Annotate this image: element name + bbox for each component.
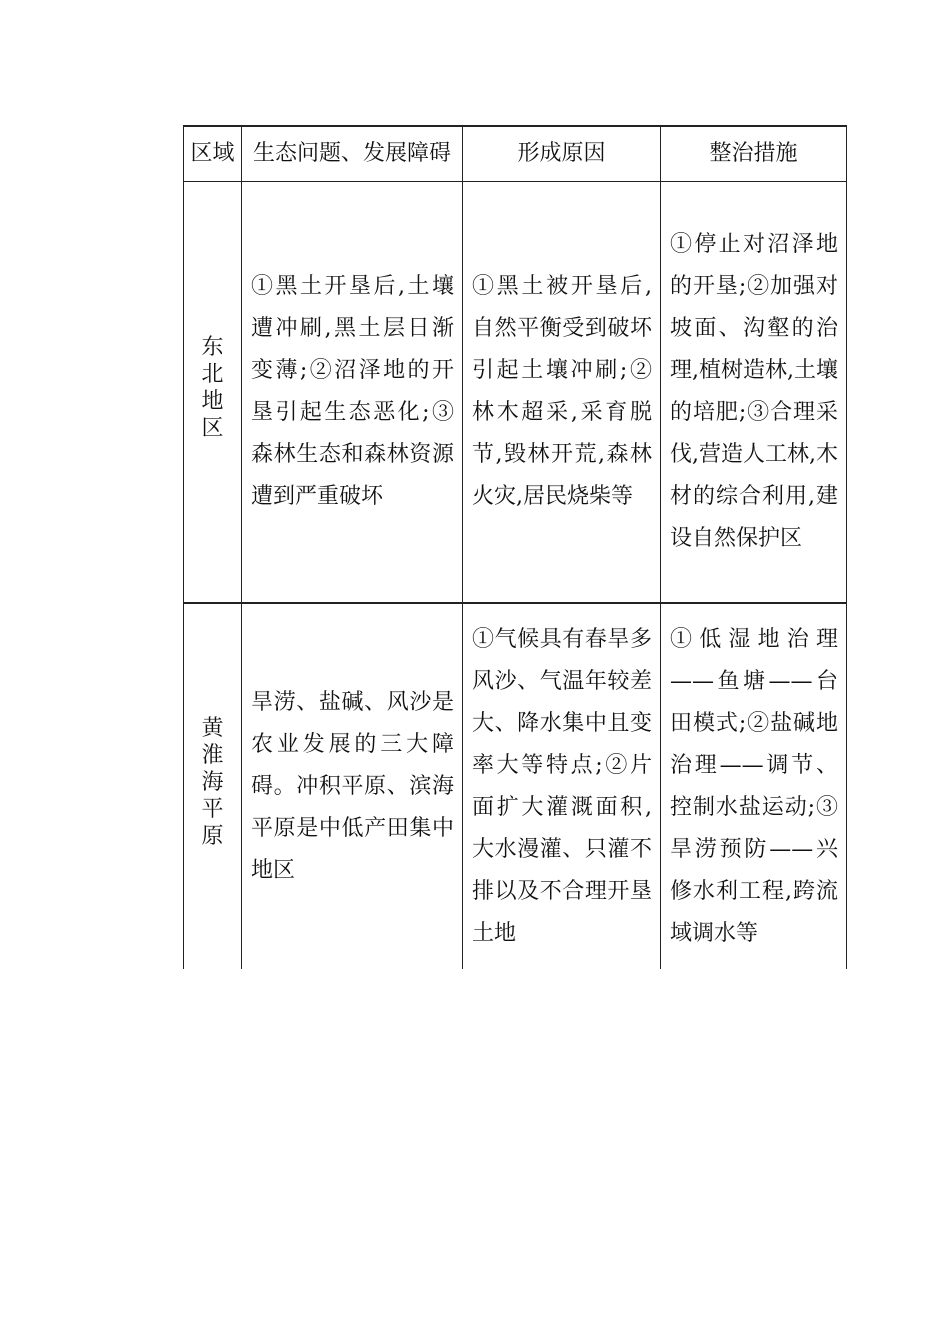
problem-text: 旱涝、盐碱、风沙是农业发展的三大障碍。冲积平原、滨海平原是中低产田集中地区 xyxy=(251,689,454,883)
problem-text: ①黑土开垦后,土壤遭冲刷,黑土层日渐变薄;②沼泽地的开垦引起生态恶化;③森林生态和森林资源遭到严重破坏 xyxy=(251,274,454,509)
problem-cell xyxy=(242,603,463,969)
header-problem: 生态问题、发展障碍 xyxy=(242,126,463,182)
table-row xyxy=(184,603,847,969)
region-table-part-2 xyxy=(183,602,847,969)
cause-cell xyxy=(463,603,661,969)
header-row xyxy=(184,126,847,182)
cause-cell xyxy=(463,182,661,603)
header-cause: 形成原因 xyxy=(463,126,661,182)
measure-cell xyxy=(661,182,847,603)
table-row xyxy=(184,182,847,603)
measure-text: ①低湿地治理——鱼塘——台田模式;②盐碱地治理——调节、控制水盐运动;③旱涝预防——兴修水利工程,跨流域调水等 xyxy=(670,626,838,946)
measure-cell xyxy=(661,603,847,969)
header-region: 区域 xyxy=(184,126,242,182)
measure-text: ①停止对沼泽地的开垦;②加强对坡面、沟壑的治理,植树造林,土壤的培肥;③合理采伐,营造人工林,木材的综合利用,建设自然保护区 xyxy=(670,232,838,551)
region-name: 黄淮海平原 xyxy=(201,716,224,849)
cause-text: ①黑土被开垦后,自然平衡受到破坏引起土壤冲刷;②林木超采,采育脱节,毁林开荒,森林火灾,居民烧柴等 xyxy=(472,274,652,509)
region-table-part-1 xyxy=(183,125,847,603)
cause-text: ①气候具有春旱多风沙、气温年较差大、降水集中且变率大等特点;②片面扩大灌溉面积,大水漫灌、只灌不排以及不合理开垦土地 xyxy=(472,626,652,946)
problem-cell xyxy=(242,182,463,603)
region-cell xyxy=(184,603,242,969)
region-name: 东北地区 xyxy=(201,335,224,441)
header-measure: 整治措施 xyxy=(661,126,847,182)
region-cell xyxy=(184,182,242,603)
